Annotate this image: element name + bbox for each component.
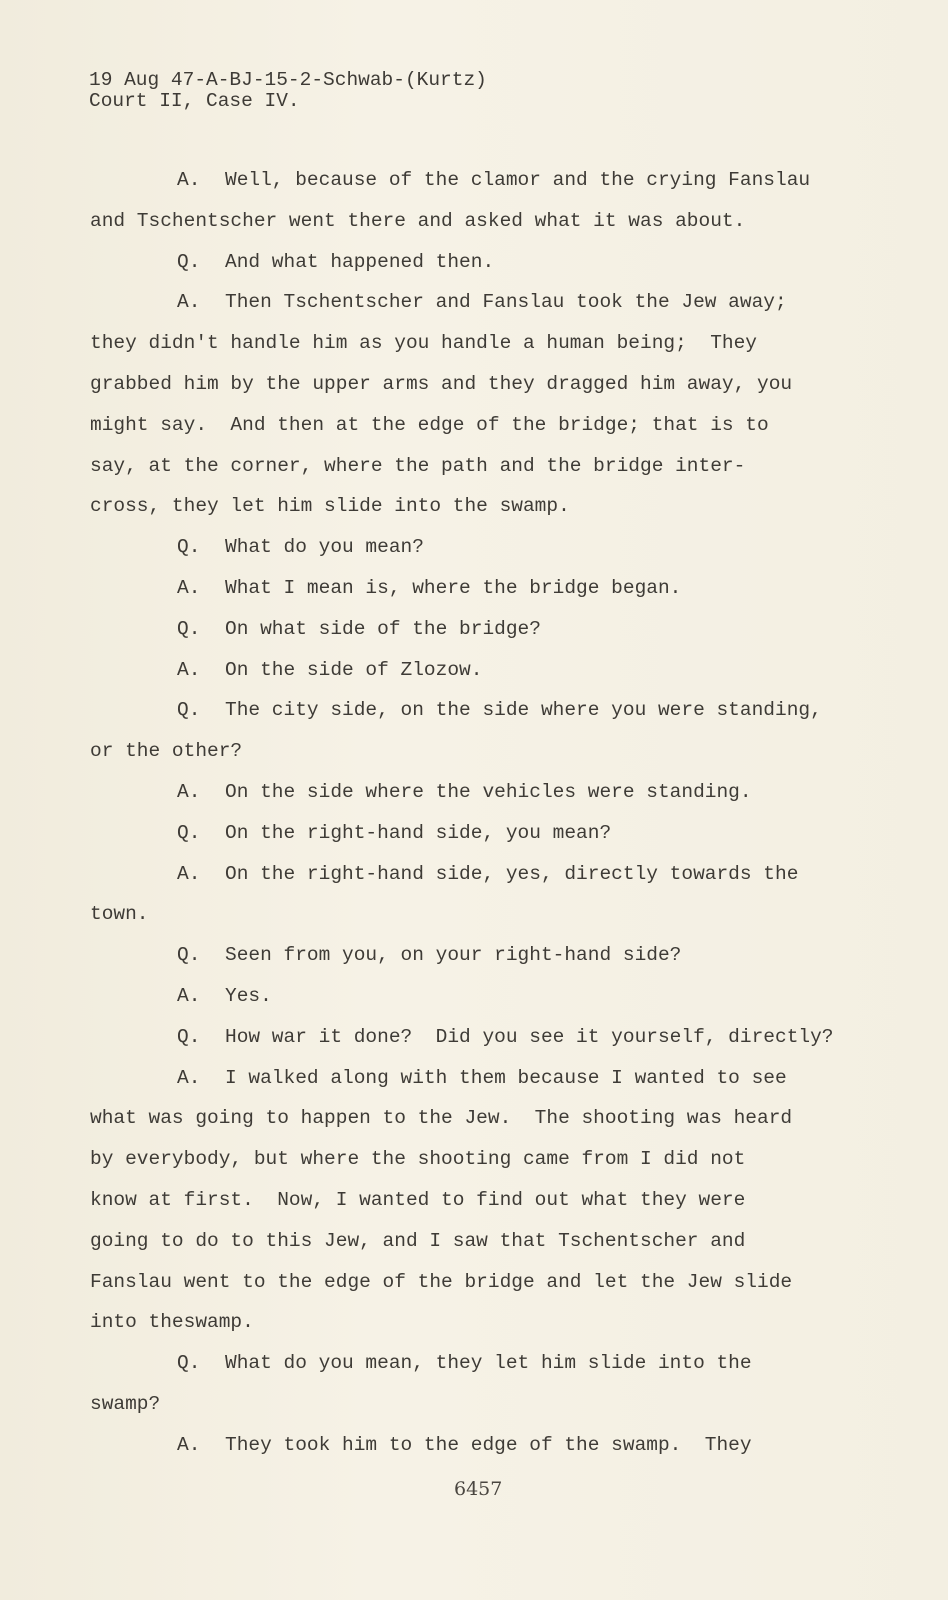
answer-line xyxy=(90,778,890,819)
line-text: say, at the corner, where the path and the bridge inter- xyxy=(90,454,746,477)
line-text: by everybody, but where the shooting came from I did not xyxy=(90,1148,746,1171)
line-text: They took him to the edge of the swamp. They xyxy=(225,1433,752,1456)
speaker-label: A. xyxy=(177,1433,201,1456)
line-text: cross, they let him slide into the swamp. xyxy=(90,495,570,518)
line-text: Then Tschentscher and Fanslau took the Jew away; xyxy=(225,291,787,314)
question-line xyxy=(90,819,890,860)
continuation-line xyxy=(90,1145,890,1186)
speaker-label: Q. xyxy=(177,250,201,273)
answer-line xyxy=(90,1431,890,1472)
line-text: swamp? xyxy=(90,1392,161,1415)
continuation-line xyxy=(90,492,890,533)
continuation-line xyxy=(90,370,890,411)
answer-line xyxy=(90,574,890,615)
speaker-label: A. xyxy=(177,291,201,314)
line-text: On what side of the bridge? xyxy=(225,617,541,640)
speaker-label: A. xyxy=(177,576,201,599)
line-text: into theswamp. xyxy=(90,1311,254,1334)
line-text: what was going to happen to the Jew. The shooting was heard xyxy=(90,1107,793,1130)
continuation-line xyxy=(90,1186,890,1227)
line-text: On the side where the vehicles were standing. xyxy=(225,780,752,803)
question-line xyxy=(90,615,890,656)
speaker-label: A. xyxy=(177,984,201,1007)
line-text: Fanslau went to the edge of the bridge and let the Jew slide xyxy=(90,1270,793,1293)
line-text: Yes. xyxy=(225,984,272,1007)
question-line xyxy=(90,941,890,982)
question-line xyxy=(90,1349,890,1390)
header-reference: 19 Aug 47-A-BJ-15-2-Schwab-(Kurtz) xyxy=(89,69,487,91)
speaker-label: Q. xyxy=(177,699,201,722)
line-text: On the right-hand side, yes, directly towards the xyxy=(225,862,799,885)
speaker-label: A. xyxy=(177,780,201,803)
continuation-line xyxy=(90,1268,890,1309)
continuation-line xyxy=(90,1227,890,1268)
continuation-line xyxy=(90,411,890,452)
question-line xyxy=(90,696,890,737)
speaker-label: Q. xyxy=(177,1025,201,1048)
speaker-label: Q. xyxy=(177,536,201,559)
speaker-label: Q. xyxy=(177,944,201,967)
page-number: 6457 xyxy=(454,1478,503,1500)
speaker-label: A. xyxy=(177,1066,201,1089)
answer-line xyxy=(90,656,890,697)
speaker-label: Q. xyxy=(177,617,201,640)
answer-line xyxy=(90,166,890,207)
line-text: What do you mean? xyxy=(225,536,424,559)
answer-line xyxy=(90,860,890,901)
line-text: know at first. Now, I wanted to find out what they were xyxy=(90,1188,746,1211)
line-text: The city side, on the side where you were standing, xyxy=(225,699,822,722)
line-text: What I mean is, where the bridge began. xyxy=(225,576,682,599)
line-text: On the right-hand side, you mean? xyxy=(225,821,612,844)
line-text: town. xyxy=(90,903,149,926)
continuation-line xyxy=(90,737,890,778)
answer-line xyxy=(90,288,890,329)
line-text: and Tschentscher went there and asked what it was about. xyxy=(90,209,746,232)
line-text: or the other? xyxy=(90,740,243,763)
line-text: What do you mean, they let him slide into the xyxy=(225,1352,752,1375)
continuation-line xyxy=(90,900,890,941)
question-line xyxy=(90,1023,890,1064)
speaker-label: Q. xyxy=(177,1352,201,1375)
line-text: going to do to this Jew, and I saw that Tschentscher and xyxy=(90,1229,746,1252)
header-court-case: Court II, Case IV. xyxy=(89,90,300,112)
continuation-line xyxy=(90,1390,890,1431)
transcript-body xyxy=(90,166,890,1472)
continuation-line xyxy=(90,329,890,370)
continuation-line xyxy=(90,452,890,493)
document-header xyxy=(89,70,487,112)
continuation-line xyxy=(90,1308,890,1349)
line-text: On the side of Zlozow. xyxy=(225,658,483,681)
speaker-label: A. xyxy=(177,658,201,681)
line-text: might say. And then at the edge of the bridge; that is to xyxy=(90,413,769,436)
line-text: they didn't handle him as you handle a human being; They xyxy=(90,332,758,355)
continuation-line xyxy=(90,207,890,248)
speaker-label: Q. xyxy=(177,821,201,844)
line-text: grabbed him by the upper arms and they dragged him away, you xyxy=(90,372,793,395)
speaker-label: A. xyxy=(177,169,201,191)
answer-line xyxy=(90,1064,890,1105)
line-text: And what happened then. xyxy=(225,250,495,273)
line-text: I walked along with them because I wanted to see xyxy=(225,1066,787,1089)
answer-line xyxy=(90,982,890,1023)
line-text: Well, because of the clamor and the crying Fanslau xyxy=(225,169,811,191)
continuation-line xyxy=(90,1104,890,1145)
speaker-label: A. xyxy=(177,862,201,885)
line-text: Seen from you, on your right-hand side? xyxy=(225,944,682,967)
line-text: How war it done? Did you see it yourself, directly? xyxy=(225,1025,834,1048)
question-line xyxy=(90,248,890,289)
question-line xyxy=(90,533,890,574)
